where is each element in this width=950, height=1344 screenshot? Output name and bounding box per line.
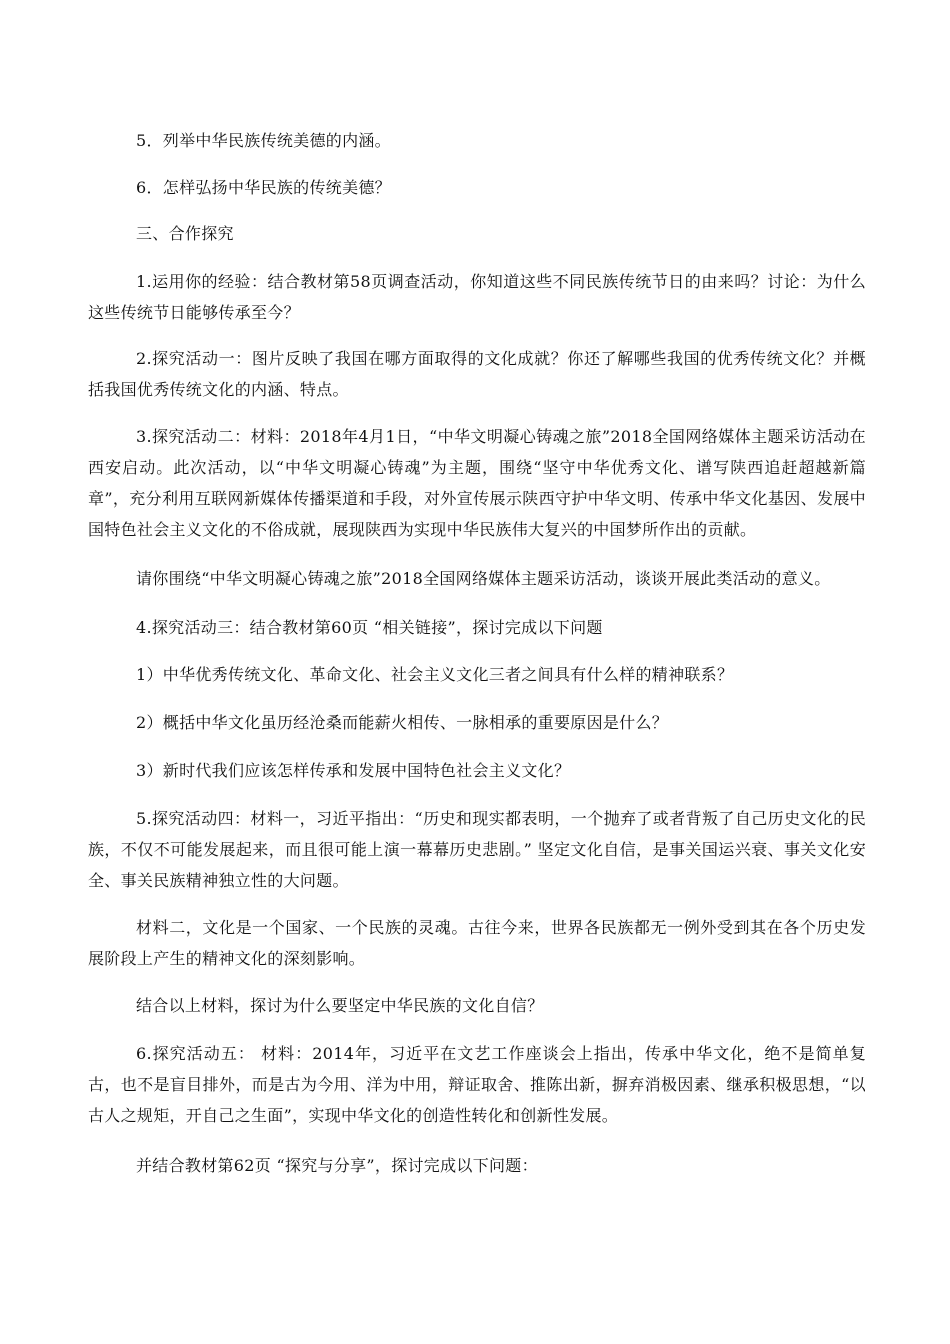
inquiry-3-question: 请你围绕“中华文明凝心铸魂之旅”2018全国网络媒体主题采访活动，谈谈开展此类活动的意义。: [136, 569, 831, 588]
inquiry-5-question: 结合以上材料，探讨为什么要坚定中华民族的文化自信？: [136, 996, 544, 1015]
question-6-text: 6．怎样弘扬中华民族的传统美德？: [136, 178, 391, 197]
inquiry-3-material: 3.探究活动二：材料：2018年4月1日，“中华文明凝心铸魂之旅”2018全国网络媒体主题采访活动在西安启动。此次活动，以“中华文明凝心铸魂”为主题，围绕“坚守中华优秀文化、谱写陕西追赶超越新篇章”，充分利用互联网新媒体传播渠道和手段，对外宣传展示陕西守护中华文明、传承中华文化基因、发展中国特色社会主义文化的不俗成就，展现陕西为实现中华民族伟大复兴的中国梦所作出的贡献。: [88, 427, 866, 539]
sub-question-3: 3）新时代我们应该怎样传承和发展中国特色社会主义文化？: [136, 761, 571, 780]
sub-question-2: 2）概括中华文化虽历经沧桑而能薪火相传、一脉相承的重要原因是什么？: [136, 713, 669, 732]
inquiry-1-text: 1.运用你的经验：结合教材第58页调查活动，你知道这些不同民族传统节日的由来吗？讨论：为什么这些传统节日能够传承至今？: [88, 272, 866, 322]
inquiry-5-material-1: 5.探究活动四：材料一，习近平指出：“历史和现实都表明，一个抛弃了或者背叛了自己历史文化的民族，不仅不可能发展起来，而且很可能上演一幕幕历史悲剧。” 坚定文化自信，是事关国运兴衰、事关文化安全、事关民族精神独立性的大问题。: [88, 809, 866, 890]
inquiry-2-text: 2.探究活动一：图片反映了我国在哪方面取得的文化成就？你还了解哪些我国的优秀传统文化？并概括我国优秀传统文化的内涵、特点。: [88, 349, 866, 399]
inquiry-6-material: 6.探究活动五： 材料：2014年，习近平在文艺工作座谈会上指出，传承中华文化，绝不是简单复古，也不是盲目排外，而是古为今用、洋为中用，辩证取舍、推陈出新，摒弃消极因素、继承积极思想，“以古人之规矩，开自己之生面”，实现中华文化的创造性转化和创新性发展。: [88, 1044, 866, 1125]
sub-question-1: 1）中华优秀传统文化、革命文化、社会主义文化三者之间具有什么样的精神联系？: [136, 665, 734, 684]
question-5-text: 5．列举中华民族传统美德的内涵。: [136, 131, 391, 150]
inquiry-4-text: 4.探究活动三：结合教材第60页 “相关链接”，探讨完成以下问题: [136, 618, 603, 637]
inquiry-5-material-2: 材料二，文化是一个国家、一个民族的灵魂。古往今来，世界各民族都无一例外受到其在各个历史发展阶段上产生的精神文化的深刻影响。: [88, 918, 866, 968]
inquiry-6-question: 并结合教材第62页 “探究与分享”，探讨完成以下问题：: [136, 1156, 538, 1175]
section-heading: 三、合作探究: [136, 224, 234, 243]
